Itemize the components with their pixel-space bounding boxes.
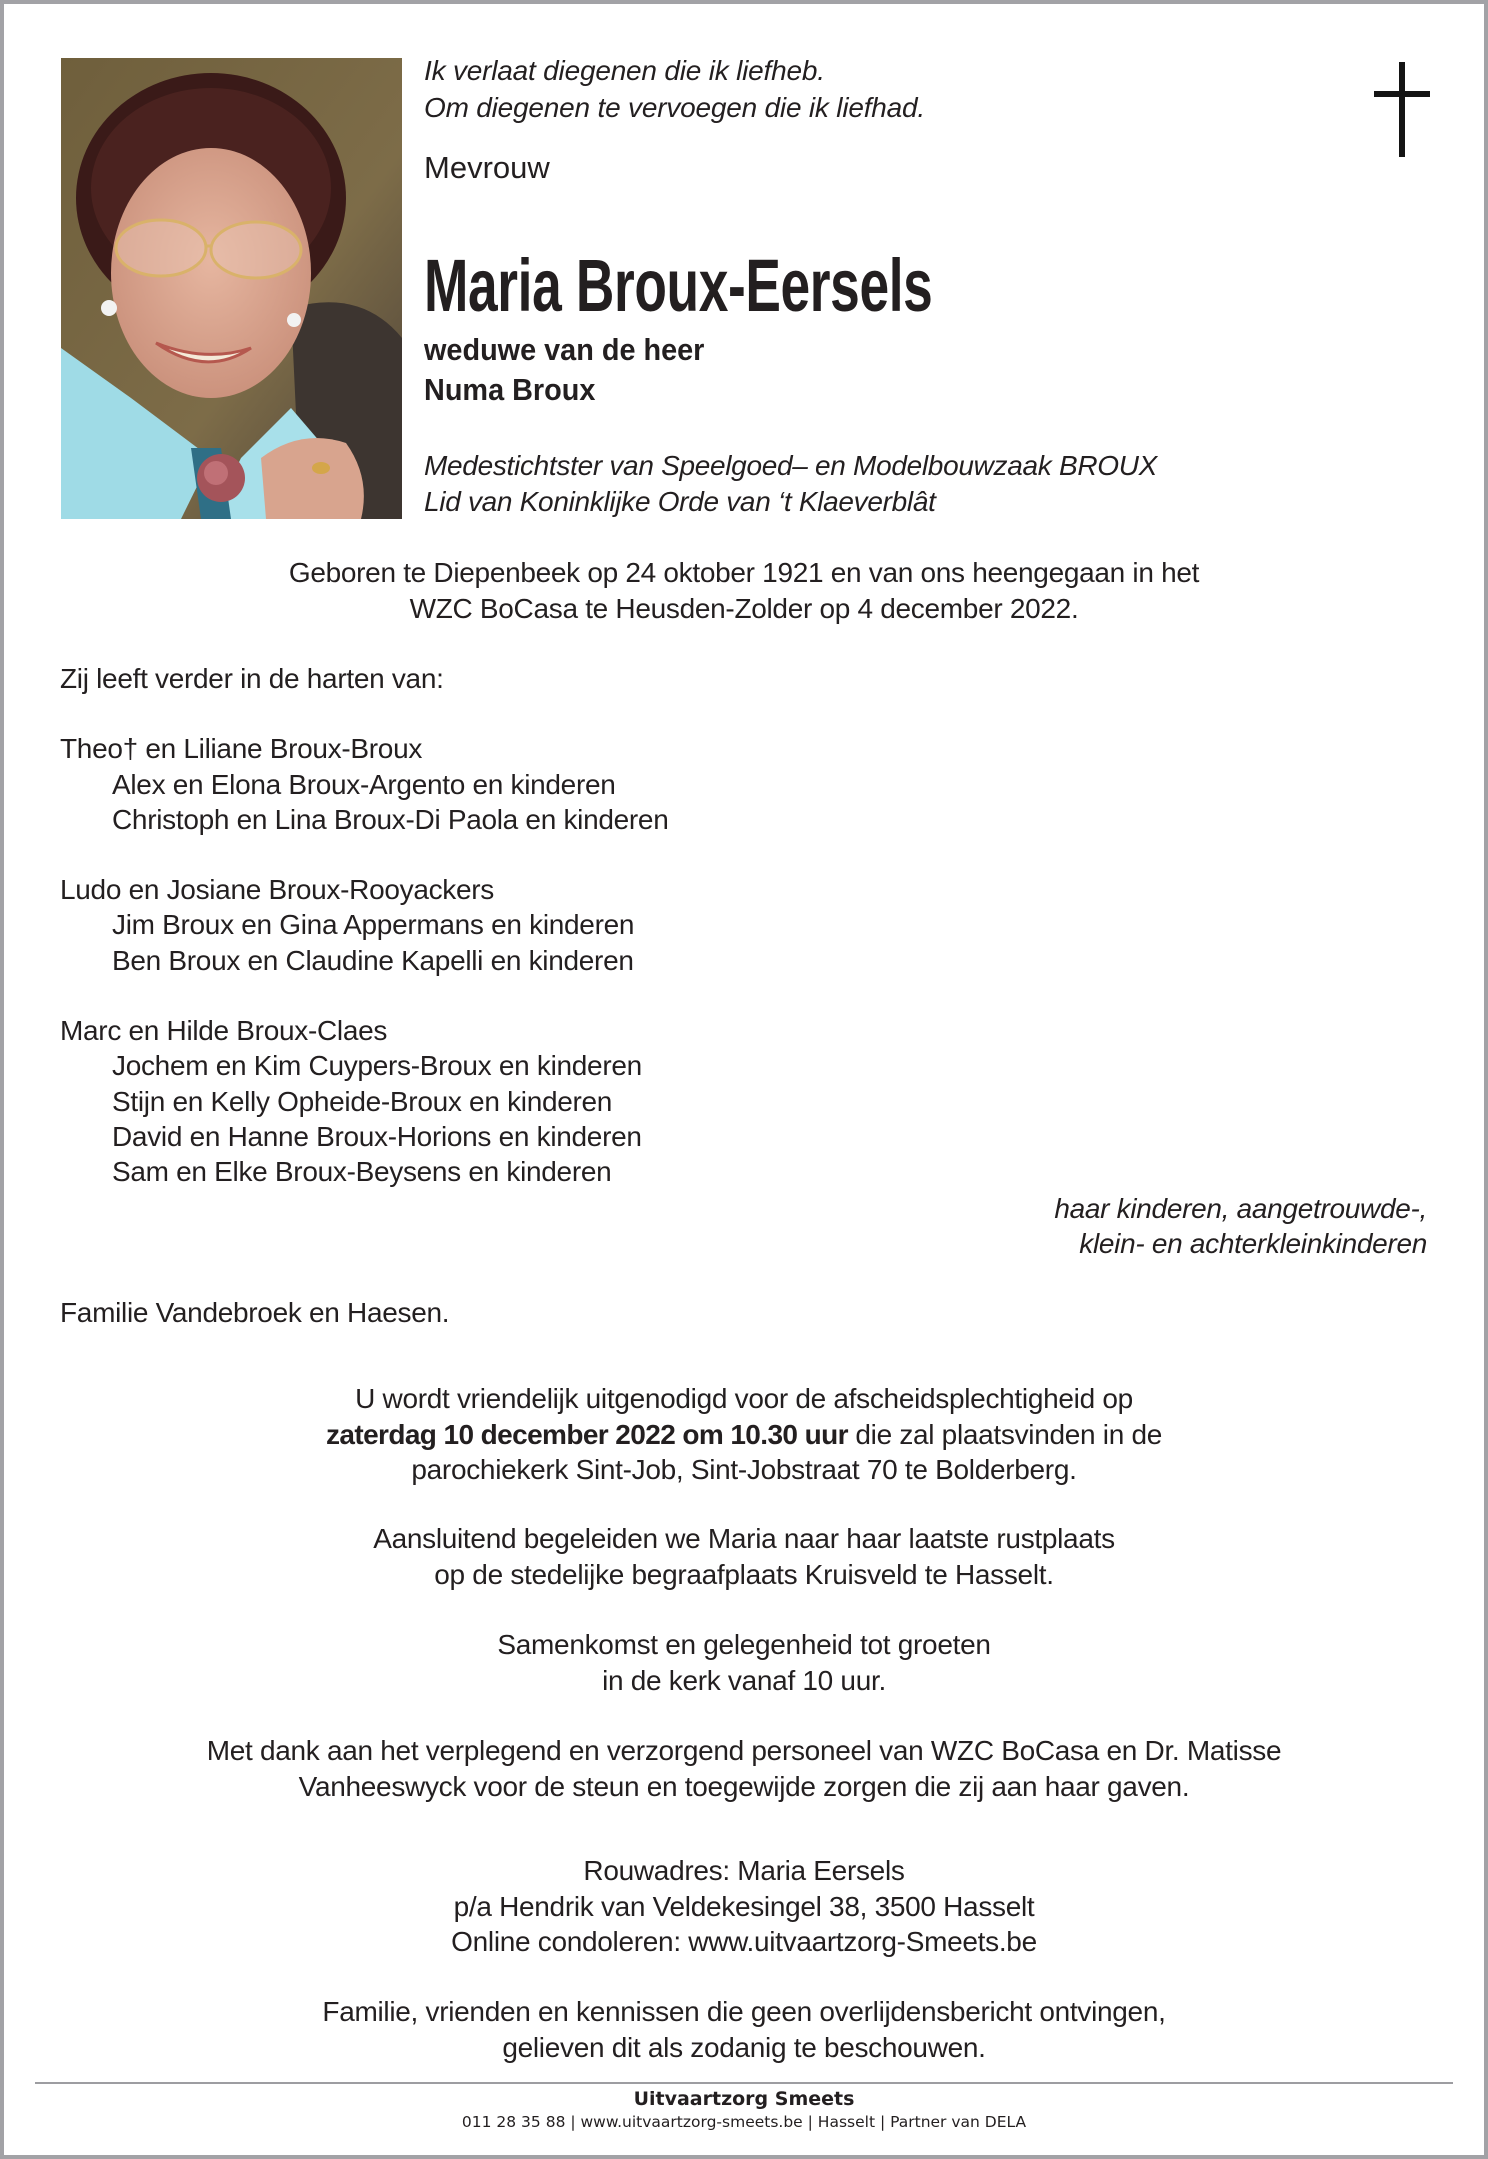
- ceremony-line-1: U wordt vriendelijk uitgenodigd voor de afscheidsplechtigheid op: [355, 1383, 1133, 1414]
- family-member: Sam en Elke Broux-Beysens en kinderen: [112, 1156, 612, 1188]
- quote: [424, 52, 925, 126]
- ceremony-line-2: [0, 1417, 1488, 1453]
- relatives-summary-line-2: klein- en achterkleinkinderen: [1079, 1228, 1427, 1259]
- ceremony-date-time: zaterdag 10 december 2022 om 10.30 uur: [325, 1418, 848, 1450]
- family-member: Jim Broux en Gina Appermans en kinderen: [112, 909, 635, 941]
- survivors-intro: Zij leeft verder in de harten van:: [60, 663, 444, 694]
- cross-horizontal-bar: [1374, 91, 1430, 97]
- family-member: Stijn en Kelly Opheide-Broux en kinderen: [112, 1085, 613, 1117]
- survivors-list: [60, 661, 668, 1190]
- widow-of-line-1: weduwe van de heer: [424, 332, 705, 367]
- widow-of: [424, 330, 704, 410]
- gathering-line-1: Samenkomst en gelegenheid tot groeten: [497, 1629, 991, 1660]
- closing-line-1: Familie, vrienden en kennissen die geen overlijdensbericht ontvingen,: [322, 1996, 1166, 2027]
- deceased-name: Maria Broux-Eersels: [424, 244, 933, 327]
- portrait-photo: [61, 58, 402, 519]
- gathering-info: [0, 1627, 1488, 1698]
- salutation: Mevrouw: [424, 150, 550, 185]
- role-line-1: Medestichtster van Speelgoed– en Modelbouwzaak BROUX: [424, 450, 1158, 481]
- birth-death-line-2: WZC BoCasa te Heusden-Zolder op 4 december 2022.: [409, 592, 1079, 624]
- closing-note: [0, 1994, 1488, 2065]
- thanks-line-1: Met dank aan het verplegend en verzorgend personeel van WZC BoCasa en Dr. Matisse: [206, 1735, 1282, 1766]
- gathering-line-2: in de kerk vanaf 10 uur.: [602, 1664, 886, 1696]
- cross-vertical-bar: [1399, 62, 1405, 157]
- funeral-home-name: Uitvaartzorg Smeets: [633, 2088, 855, 2110]
- burial-line-1: Aansluitend begeleiden we Maria naar haar laatste rustplaats: [373, 1523, 1115, 1554]
- family-head: Ludo en Josiane Broux-Rooyackers: [60, 874, 494, 906]
- family-head: Theo† en Liliane Broux-Broux: [60, 733, 423, 765]
- funeral-home-contact: 011 28 35 88 | www.uitvaartzorg-smeets.be | Hasselt | Partner van DELA: [461, 2113, 1027, 2131]
- family-member: Jochem en Kim Cuypers-Broux en kinderen: [112, 1050, 642, 1082]
- relatives-summary: [1054, 1191, 1427, 1261]
- quote-line-1: Ik verlaat diegenen die ik liefheb.: [424, 55, 825, 86]
- family-member: David en Hanne Broux-Horions en kinderen: [112, 1120, 642, 1152]
- role-line-2: Lid van Koninklijke Orde van ‘t Klaeverblât: [424, 486, 936, 517]
- birth-death-statement: [0, 555, 1488, 626]
- roles: [424, 448, 1157, 520]
- ceremony-line-2-rest: die zal plaatsvinden in de: [847, 1418, 1163, 1450]
- ceremony-invitation: [0, 1381, 1488, 1488]
- family-head: Marc en Hilde Broux-Claes: [60, 1015, 388, 1047]
- birth-death-line-1: Geboren te Diepenbeek op 24 oktober 1921 en van ons heengegaan in het: [288, 557, 1200, 588]
- burial-line-2: op de stedelijke begraafplaats Kruisveld te Hasselt.: [434, 1558, 1054, 1590]
- mourning-address: [0, 1853, 1488, 1960]
- thanks-message: [0, 1733, 1488, 1804]
- condolence-link[interactable]: Online condoleren: www.uitvaartzorg-Smeets.be: [451, 1926, 1037, 1957]
- address-line-2: p/a Hendrik van Veldekesingel 38, 3500 Hasselt: [453, 1890, 1035, 1922]
- quote-line-2: Om diegenen te vervoegen die ik liefhad.: [424, 92, 925, 123]
- other-family: Familie Vandebroek en Haesen.: [60, 1297, 450, 1328]
- thanks-line-2: Vanheeswyck voor de steun en toegewijde zorgen die zij aan haar gaven.: [298, 1770, 1190, 1802]
- widow-of-line-2: Numa Broux: [424, 372, 596, 407]
- footer-divider: [35, 2082, 1453, 2084]
- address-line-1: Rouwadres: Maria Eersels: [583, 1855, 905, 1886]
- family-member: Christoph en Lina Broux-Di Paola en kinderen: [112, 803, 669, 835]
- family-member: Alex en Elona Broux-Argento en kinderen: [112, 768, 616, 800]
- ceremony-line-3: parochiekerk Sint-Job, Sint-Jobstraat 70 te Bolderberg.: [411, 1454, 1077, 1485]
- family-member: Ben Broux en Claudine Kapelli en kinderen: [112, 944, 634, 976]
- burial-info: [0, 1521, 1488, 1592]
- relatives-summary-line-1: haar kinderen, aangetrouwde-,: [1054, 1193, 1427, 1224]
- closing-line-2: gelieven dit als zodanig te beschouwen.: [502, 2031, 986, 2063]
